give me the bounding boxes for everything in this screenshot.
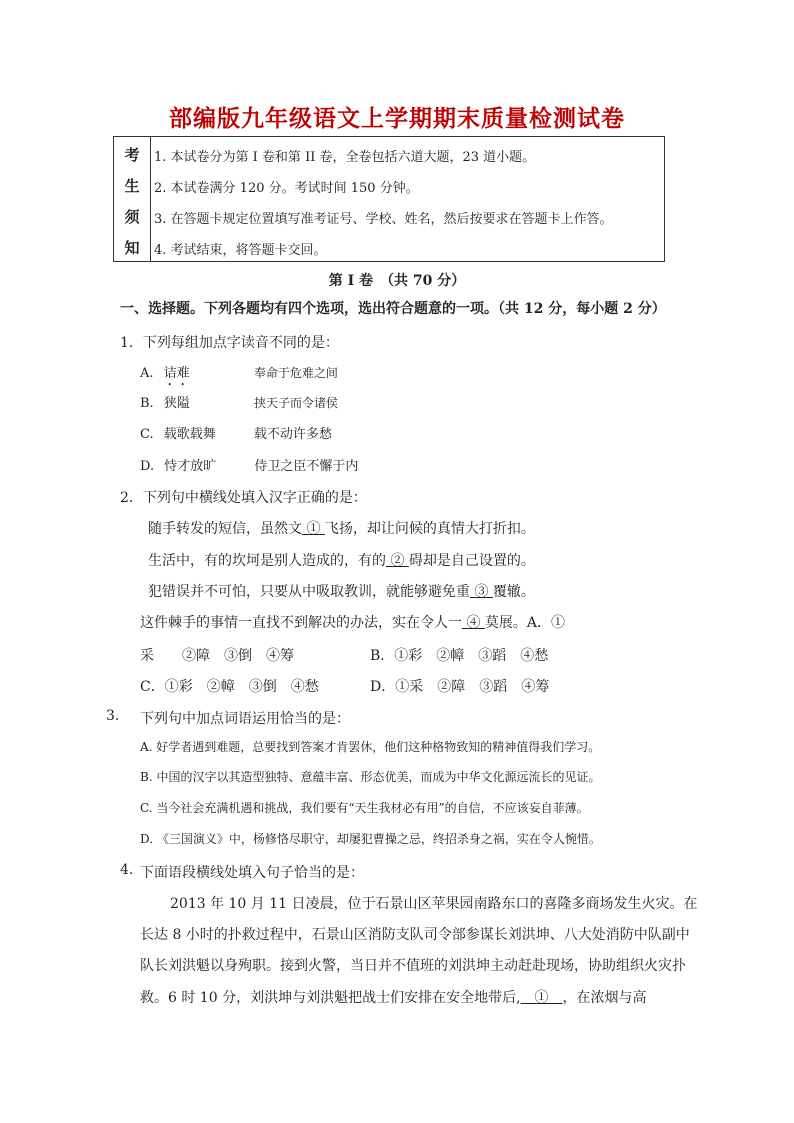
q1-option-c [140,423,332,442]
blank-3: ③ [470,584,493,600]
q3-option-c: C. 当今社会充满机遇和挑战，我们要有“天生我材必有用”的自信，不应该妄自菲薄。 [140,801,589,815]
q1-option-d [140,455,358,474]
sentence-text: 这件棘手的事情一直找不到解决的办法，实在令人一 [140,615,462,631]
sentence-text: 飞扬，却让问候的真情大打折扣。 [324,521,535,537]
option-label: D. [140,459,155,474]
sentence-text: 犯错误并不可怕，只要从中吸取教训，就能够避免重 [148,584,470,600]
q2-choice-d: D．①采 ②障 ③蹈 ④筹 [370,679,550,695]
option-label: B. [140,396,154,411]
option-phrase: 挟天子而令诸侯 [253,396,338,410]
q2-sentence-2 [148,550,535,570]
question-3-stem: 下列句中加点词语运用恰当的是： [140,711,350,727]
page-title: 部编版九年级语文上学期期末质量检测试卷 [169,105,625,132]
notice-item: 4. 考试结束，将答题卡交回。 [154,243,327,258]
q4-paragraph-line [140,987,647,1007]
blank-4: ④ [462,615,485,631]
notice-heading-char: 生 [124,177,140,195]
q2-sentence-3 [148,581,535,601]
option-label: A. [140,366,154,381]
question-4-stem: 下面语段横线处填入句子恰当的是： [140,865,364,881]
sentence-text: 随手转发的短信，虽然文 [148,521,302,537]
option-word: 载歌载舞 [163,427,216,442]
question-1-stem: 1．下列每组加点字读音不同的是： [120,335,339,351]
sentence-text: 莫展。A．① [484,615,566,631]
notice-heading [114,137,151,261]
notice-item: 2. 本试卷满分 120 分。考试时间 150 分钟。 [154,181,419,196]
option-word: 狭隘 [163,396,190,411]
q2-sentence-1 [148,518,535,538]
q3-option-a: A. 好学者遇到难题，总要找到答案才肯罢休，他们这种格物致知的精神值得我们学习。 [140,740,601,754]
q3-option-b: B. 中国的汉字以其造型独特、意蕴丰富、形态优美，而成为中华文化源远流长的见证。 [140,770,601,784]
blank-2: ② [386,553,409,569]
option-phrase: 载不动许多愁 [253,427,332,442]
option-phrase: 侍卫之臣不懈于内 [254,459,359,474]
section-heading: 一、选择题。下列各题均有四个选项，选出符合题意的一项。（共 12 分，每小题 2 分） [120,301,666,317]
question-2-stem: 2．下列句中横线处填入汉字正确的是： [120,490,367,506]
blank-q4: ① [520,990,563,1006]
q1-option-a [140,362,338,389]
q2-choice-c: C．①彩 ②幛 ③倒 ④愁 [140,679,319,695]
option-word: 恃才放旷 [164,459,217,474]
option-word: 诘难 [163,366,190,381]
sentence-text: ，在浓烟与高 [562,990,647,1006]
q2-choice-b: B．①彩 ②幛 ③蹈 ④愁 [370,648,549,664]
q3-option-d: D. 《三国演义》中，杨修恪尽职守，却屡犯曹操之忌，终招杀身之祸，实在令人惋惜。 [140,832,601,846]
notice-heading-char: 知 [124,239,140,257]
notice-heading-char: 须 [124,208,140,226]
option-label: C. [140,427,154,442]
notice-item: 3. 在答题卡规定位置填写准考证号、学校、姓名，然后按要求在答题卡上作答。 [154,212,613,227]
option-phrase: 奉命于危难之间 [253,366,338,380]
q4-paragraph-line: 2013 年 10 月 11 日凌晨，位于石景山区苹果园南路东口的喜隆多商场发生火灾。在 [170,896,698,912]
question-4-number: 4. [120,862,134,878]
notice-box [113,136,665,262]
notice-item: 1. 本试卷分为第 I 卷和第 II 卷，全卷包括六道大题，23 道小题。 [154,150,536,165]
part-heading: 第 I 卷 （共 70 分） [328,273,466,289]
question-3-number: 3. [106,708,120,724]
q4-paragraph-line: 长达 8 小时的扑救过程中，石景山区消防支队司令部参谋长刘洪坤、八大处消防中队副中 [140,927,690,943]
sentence-text: 碍却是自己设置的。 [408,553,535,569]
sentence-text: 覆辙。 [492,584,535,600]
blank-1: ① [302,521,325,537]
sentence-text: 生活中，有的坎坷是别人造成的，有的 [148,553,386,569]
q2-choice-a: 采 ②障 ③倒 ④筹 [140,648,294,664]
q4-paragraph-line: 队长刘洪魁以身殉职。接到火警，当日并不值班的刘洪坤主动赶赴现场，协助组织火灾扑 [140,958,686,974]
q1-option-b [140,392,338,411]
sentence-text: 救。6 时 10 分，刘洪坤与刘洪魁把战士们安排在安全地带后, [140,990,521,1006]
q2-sentence-4 [140,612,565,632]
notice-heading-char: 考 [124,146,140,164]
